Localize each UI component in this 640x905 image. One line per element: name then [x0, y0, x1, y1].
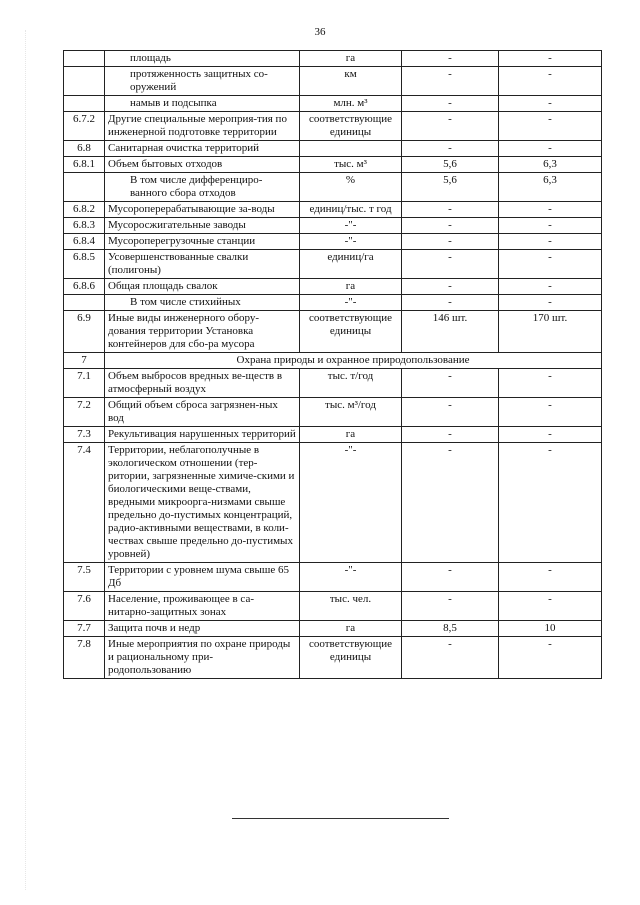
row-name-text: Объем бытовых отходов [108, 158, 223, 170]
row-number-cell: 6.9 [64, 311, 105, 353]
row-name-text: В том числе дифференциро-ванного сбора отходов [130, 174, 263, 199]
table-row [64, 157, 602, 173]
row-name-text: Мусороперегрузочные станции [108, 235, 256, 247]
row-value-target-cell: - [499, 141, 602, 157]
row-value-current-cell: - [402, 443, 499, 563]
row-unit-cell: га [300, 279, 402, 295]
row-unit-cell: соответствующие единицы [300, 311, 402, 353]
table-row [64, 311, 602, 353]
row-name-text: протяженность защитных со-оружений [130, 68, 268, 93]
row-value-current-cell: - [402, 398, 499, 427]
row-value-target-cell: - [499, 234, 602, 250]
section-row [64, 353, 602, 369]
row-value-target-cell: 10 [499, 621, 602, 637]
row-unit-cell: единиц/га [300, 250, 402, 279]
row-name-cell [105, 621, 300, 637]
row-name-text: Территории с уровнем шума свыше 65 Дб [108, 564, 289, 589]
row-value-target-cell: 6,3 [499, 157, 602, 173]
row-number-cell: 7.5 [64, 563, 105, 592]
row-name-cell [105, 67, 300, 96]
row-number-cell [64, 295, 105, 311]
table-row [64, 202, 602, 218]
row-name-text: Иные виды инженерного обору-дования территории Установка контейнеров для сбо-ра мусора [108, 312, 260, 350]
row-name-text: Общий объем сброса загрязнен-ных вод [108, 399, 278, 424]
row-unit-cell: га [300, 427, 402, 443]
row-unit-cell: соответствующие единицы [300, 112, 402, 141]
row-value-target-cell: - [499, 443, 602, 563]
row-value-current-cell: - [402, 96, 499, 112]
row-value-current-cell: 8,5 [402, 621, 499, 637]
row-value-current-cell: - [402, 202, 499, 218]
row-name-cell [105, 427, 300, 443]
row-unit-cell: тыс. м³ [300, 157, 402, 173]
row-value-current-cell: - [402, 234, 499, 250]
row-value-current-cell: - [402, 250, 499, 279]
row-name-cell [105, 563, 300, 592]
table-row [64, 637, 602, 679]
row-value-current-cell: - [402, 369, 499, 398]
section-title-cell: Охрана природы и охранное природопользование [105, 353, 602, 369]
row-number-cell: 7.1 [64, 369, 105, 398]
row-name-cell [105, 279, 300, 295]
row-unit-cell: км [300, 67, 402, 96]
row-value-target-cell: - [499, 96, 602, 112]
row-name-cell [105, 637, 300, 679]
row-unit-cell: -"- [300, 218, 402, 234]
row-name-cell [105, 369, 300, 398]
row-name-text: Иные мероприятия по охране природы и рациональному при-родопользованию [108, 638, 291, 676]
row-number-cell: 7.6 [64, 592, 105, 621]
row-name-text: Защита почв и недр [108, 622, 201, 634]
row-unit-cell: га [300, 621, 402, 637]
row-number-cell: 6.8.5 [64, 250, 105, 279]
row-unit-cell: га [300, 51, 402, 67]
table-row [64, 173, 602, 202]
row-unit-cell [300, 141, 402, 157]
table-row [64, 112, 602, 141]
row-name-cell [105, 311, 300, 353]
table-row [64, 141, 602, 157]
row-value-current-cell: - [402, 295, 499, 311]
row-value-current-cell: - [402, 141, 499, 157]
row-name-text: В том числе стихийных [130, 296, 241, 308]
row-value-target-cell: - [499, 67, 602, 96]
section-number-cell: 7 [64, 353, 105, 369]
row-number-cell: 7.3 [64, 427, 105, 443]
row-value-target-cell: - [499, 398, 602, 427]
table-row [64, 398, 602, 427]
row-value-current-cell: - [402, 112, 499, 141]
row-value-current-cell: 5,6 [402, 173, 499, 202]
row-value-current-cell: - [402, 563, 499, 592]
table-row [64, 563, 602, 592]
row-number-cell: 6.8.4 [64, 234, 105, 250]
table-row [64, 443, 602, 563]
row-number-cell: 6.8.3 [64, 218, 105, 234]
row-value-current-cell: - [402, 279, 499, 295]
table-row [64, 67, 602, 96]
row-name-cell [105, 173, 300, 202]
row-value-current-cell: - [402, 427, 499, 443]
row-number-cell: 6.7.2 [64, 112, 105, 141]
row-value-target-cell: - [499, 250, 602, 279]
row-value-current-cell: 146 шт. [402, 311, 499, 353]
table-row [64, 218, 602, 234]
row-unit-cell: -"- [300, 443, 402, 563]
row-value-current-cell: - [402, 51, 499, 67]
row-name-text: Усовершенствованные свалки (полигоны) [108, 251, 249, 276]
row-name-text: Территории, неблагополучные в экологическом отношении (тер-ритории, загрязненные химиче-скими и биологическими веще-ствами, вредными микроорга-низмами свыше предельно до-пустимых концентраций, радио-активными веществами, в коли-чествах свыше предельно до-пустимых уровней) [108, 444, 295, 560]
row-name-text: Санитарная очистка территорий [108, 142, 260, 154]
row-value-target-cell: - [499, 295, 602, 311]
row-name-text: площадь [130, 52, 171, 64]
row-name-cell [105, 157, 300, 173]
table-row [64, 592, 602, 621]
row-number-cell [64, 51, 105, 67]
row-value-target-cell: - [499, 563, 602, 592]
row-number-cell: 6.8 [64, 141, 105, 157]
row-number-cell: 6.8.1 [64, 157, 105, 173]
row-name-cell [105, 250, 300, 279]
row-unit-cell: тыс. м³/год [300, 398, 402, 427]
table-row [64, 369, 602, 398]
row-value-current-cell: - [402, 592, 499, 621]
row-name-text: Другие специальные мероприя-тия по инженерной подготовке территории [108, 113, 287, 138]
row-number-cell [64, 96, 105, 112]
row-value-target-cell: 170 шт. [499, 311, 602, 353]
scan-edge [25, 30, 26, 890]
row-name-cell [105, 592, 300, 621]
row-name-cell [105, 51, 300, 67]
table-row [64, 250, 602, 279]
row-number-cell: 7.4 [64, 443, 105, 563]
table-row [64, 234, 602, 250]
table-row [64, 427, 602, 443]
row-value-target-cell: - [499, 112, 602, 141]
row-name-text: Общая площадь свалок [108, 280, 218, 292]
row-name-text: Мусоросжигательные заводы [108, 219, 246, 231]
row-name-text: Население, проживающее в са-нитарно-защитных зонах [108, 593, 254, 618]
row-number-cell: 6.8.6 [64, 279, 105, 295]
row-name-cell [105, 141, 300, 157]
page-number: 36 [314, 26, 326, 38]
row-unit-cell: млн. м³ [300, 96, 402, 112]
row-value-target-cell: 6,3 [499, 173, 602, 202]
row-number-cell: 7.7 [64, 621, 105, 637]
row-name-cell [105, 202, 300, 218]
footer-rule [232, 818, 449, 819]
row-value-target-cell: - [499, 369, 602, 398]
row-name-cell [105, 218, 300, 234]
row-unit-cell: тыс. чел. [300, 592, 402, 621]
row-value-current-cell: 5,6 [402, 157, 499, 173]
row-name-text: Рекультивация нарушенных территорий [108, 428, 296, 440]
table-row [64, 295, 602, 311]
row-name-cell [105, 96, 300, 112]
row-name-cell [105, 234, 300, 250]
row-value-target-cell: - [499, 592, 602, 621]
row-number-cell [64, 67, 105, 96]
row-value-target-cell: - [499, 218, 602, 234]
indicators-table [63, 50, 602, 679]
table-row [64, 96, 602, 112]
row-value-current-cell: - [402, 637, 499, 679]
row-value-target-cell: - [499, 637, 602, 679]
row-number-cell: 7.8 [64, 637, 105, 679]
row-unit-cell: -"- [300, 295, 402, 311]
row-name-text: Объем выбросов вредных ве-ществ в атмосферный воздух [108, 370, 283, 395]
row-name-cell [105, 112, 300, 141]
row-value-target-cell: - [499, 51, 602, 67]
row-number-cell [64, 173, 105, 202]
row-name-cell [105, 443, 300, 563]
row-name-cell [105, 398, 300, 427]
row-number-cell: 6.8.2 [64, 202, 105, 218]
row-unit-cell: единиц/тыс. т год [300, 202, 402, 218]
row-value-current-cell: - [402, 218, 499, 234]
table-row [64, 279, 602, 295]
table-row [64, 621, 602, 637]
row-unit-cell: % [300, 173, 402, 202]
row-unit-cell: тыс. т/год [300, 369, 402, 398]
row-unit-cell: -"- [300, 563, 402, 592]
row-value-target-cell: - [499, 202, 602, 218]
row-value-current-cell: - [402, 67, 499, 96]
row-unit-cell: -"- [300, 234, 402, 250]
row-value-target-cell: - [499, 427, 602, 443]
row-name-text: Мусороперерабатывающие за-воды [108, 203, 275, 215]
row-number-cell: 7.2 [64, 398, 105, 427]
row-name-cell [105, 295, 300, 311]
row-value-target-cell: - [499, 279, 602, 295]
row-name-text: намыв и подсыпка [130, 97, 217, 109]
table-row [64, 51, 602, 67]
row-unit-cell: соответствующие единицы [300, 637, 402, 679]
